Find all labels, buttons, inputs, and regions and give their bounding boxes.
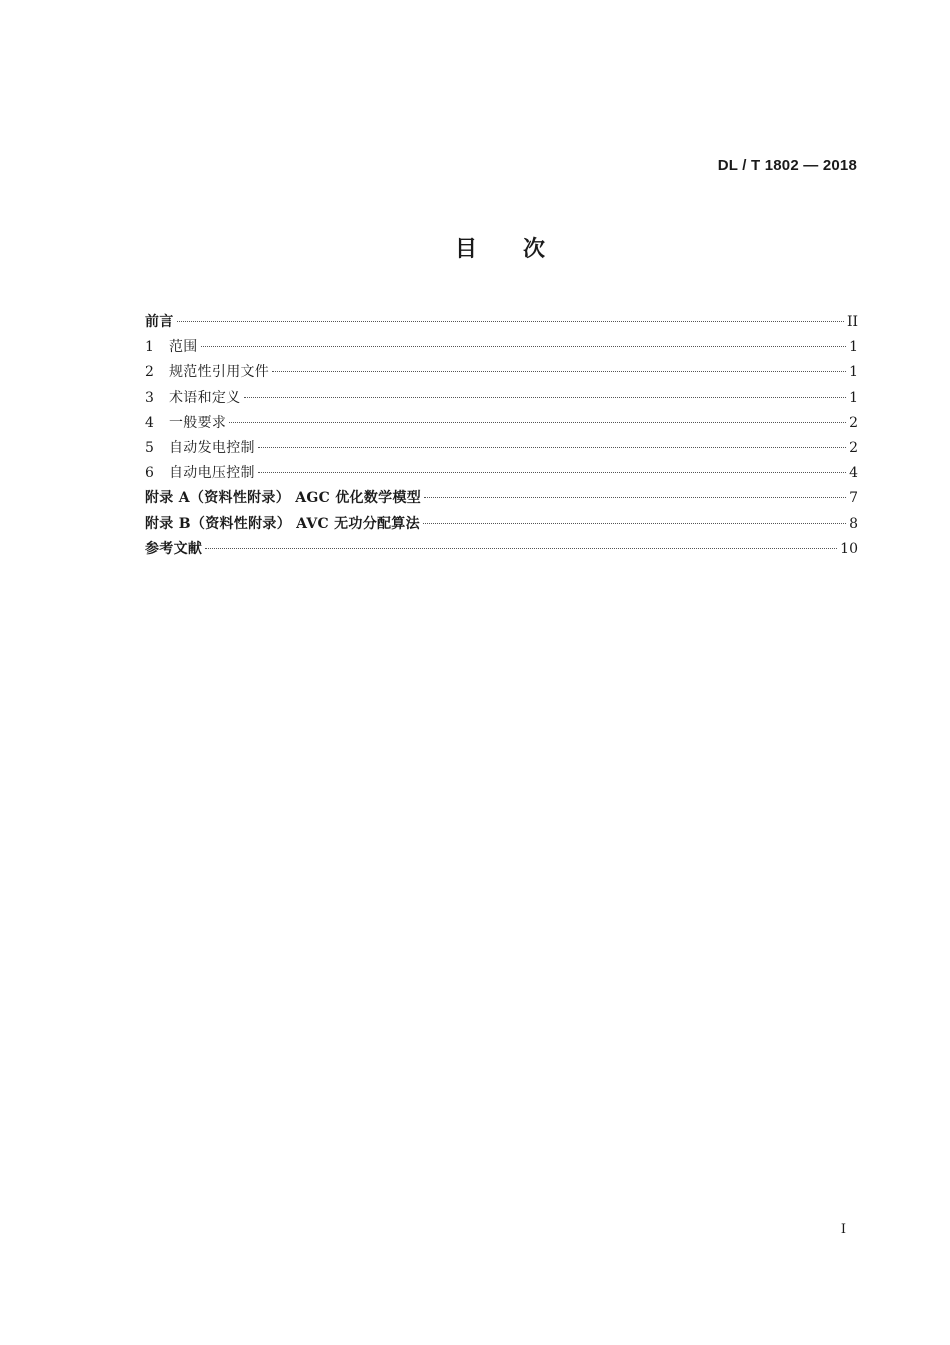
- toc-entry-number: 5: [145, 439, 154, 456]
- toc-entry-appendix-a[interactable]: [145, 486, 858, 511]
- toc-entry-label: 术语和定义: [169, 389, 241, 406]
- toc-entry-number: 4: [145, 414, 154, 431]
- toc-leader-dots: [272, 371, 846, 372]
- toc-entry-normative-references[interactable]: [145, 360, 858, 385]
- title-char-2: 次: [523, 237, 546, 262]
- toc-entry-label: 规范性引用文件: [169, 364, 270, 381]
- toc-leader-dots: [201, 346, 846, 347]
- toc-entry-page: 2: [849, 439, 858, 456]
- toc-entry-label: 参考文献: [145, 540, 203, 557]
- toc-entry-terms-definitions[interactable]: [145, 386, 858, 411]
- toc-leader-dots: [229, 422, 846, 423]
- toc-entry-general-requirements[interactable]: [145, 411, 858, 436]
- toc-entry-avc[interactable]: [145, 461, 858, 486]
- toc-entry-agc[interactable]: [145, 436, 858, 461]
- toc-entry-label: 附录 A（资料性附录） AGC 优化数学模型: [145, 490, 422, 507]
- toc-entry-page: II: [846, 314, 858, 330]
- toc-leader-dots: [244, 397, 847, 398]
- toc-entry-page: 1: [849, 364, 858, 381]
- toc-entry-page: 7: [849, 490, 858, 507]
- toc-entry-bibliography[interactable]: [145, 537, 858, 562]
- toc-entry-page: 1: [849, 339, 858, 356]
- toc-entry-foreword[interactable]: [145, 310, 858, 335]
- toc-entry-number: 1: [145, 339, 154, 356]
- toc-entry-page: 10: [840, 540, 858, 557]
- page-title: [0, 232, 950, 263]
- toc-leader-dots: [258, 472, 846, 473]
- toc-entry-page: 4: [849, 465, 858, 482]
- toc-leader-dots: [423, 523, 846, 524]
- toc-entry-page: 8: [849, 515, 858, 532]
- title-char-1: 目: [454, 237, 477, 262]
- toc-entry-label: 一般要求: [169, 414, 227, 431]
- toc-entry-page: 1: [849, 389, 858, 406]
- toc-leader-dots: [424, 497, 846, 498]
- toc-leader-dots: [177, 321, 844, 322]
- toc-entry-page: 2: [849, 414, 858, 431]
- toc-entry-label: 附录 B（资料性附录） AVC 无功分配算法: [145, 515, 420, 532]
- toc-entry-label: 自动电压控制: [169, 465, 255, 482]
- toc-entry-number: 6: [145, 465, 154, 482]
- toc-entry-label: 范围: [169, 339, 198, 356]
- table-of-contents: [145, 310, 858, 562]
- toc-entry-number: 3: [145, 389, 154, 406]
- toc-entry-label: 前言: [145, 314, 174, 330]
- page-number: I: [840, 1222, 846, 1237]
- toc-leader-dots: [258, 447, 846, 448]
- toc-entry-number: 2: [145, 364, 154, 381]
- toc-entry-scope[interactable]: [145, 335, 858, 360]
- standard-code: DL / T 1802 — 2018: [717, 157, 857, 174]
- toc-leader-dots: [205, 548, 837, 549]
- toc-entry-appendix-b[interactable]: [145, 512, 858, 537]
- toc-entry-label: 自动发电控制: [169, 439, 255, 456]
